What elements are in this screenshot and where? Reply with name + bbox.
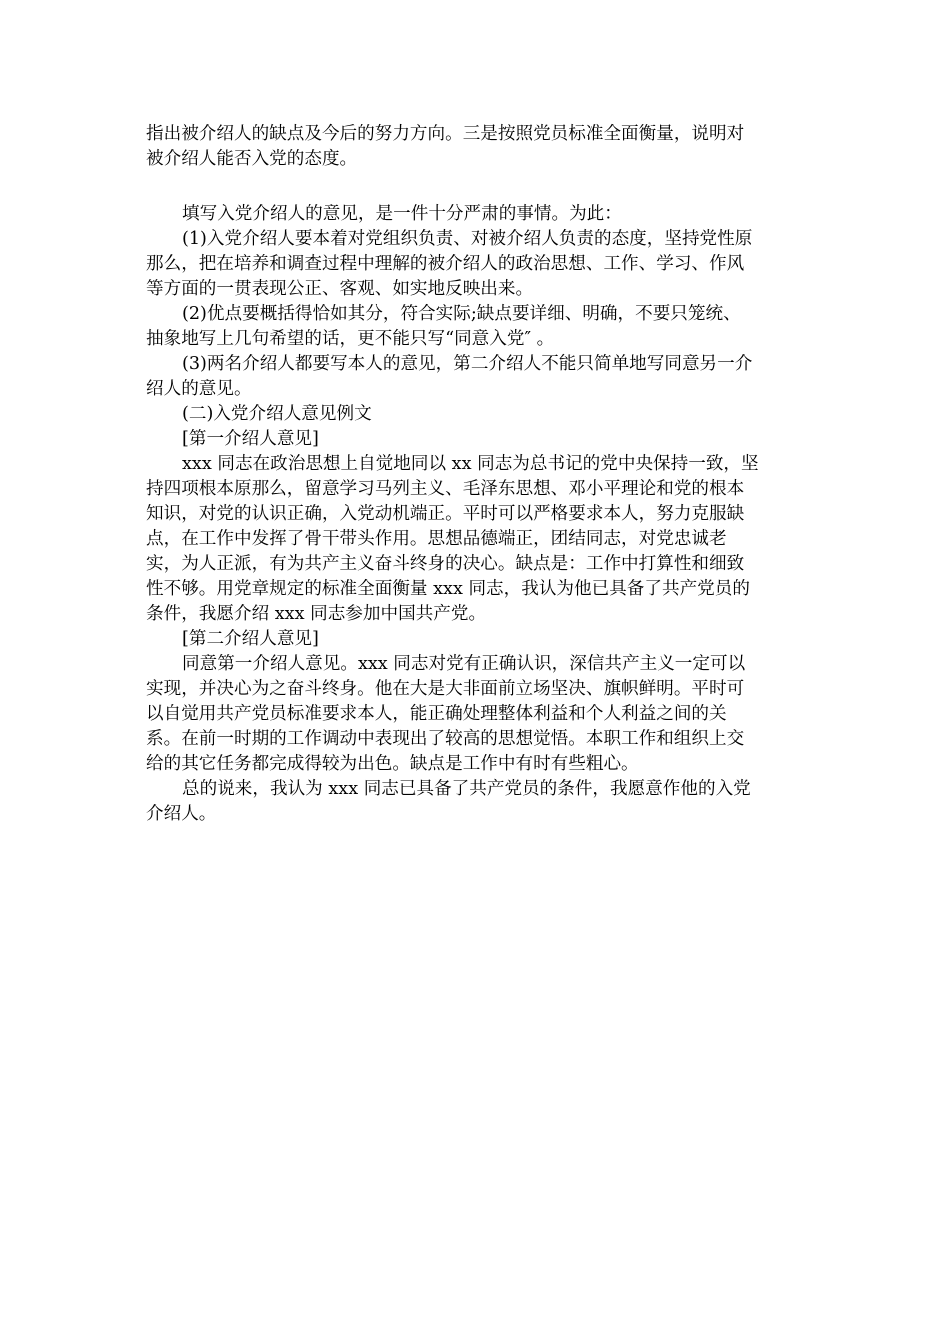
document-body <box>146 122 804 827</box>
text-line: 总的说来，我认为 xxx 同志已具备了共产党员的条件，我愿意作他的入党 <box>182 779 751 799</box>
text-line: 介绍人。 <box>146 804 217 824</box>
text-line: 被介绍人能否入党的态度。 <box>146 149 358 169</box>
text-line: 持四项根本原那么，留意学习马列主义、毛泽东思想、邓小平理论和党的根本 <box>146 479 745 499</box>
text-line: 条件，我愿介绍 xxx 同志参加中国共产党。 <box>146 604 487 624</box>
text-line: 点，在工作中发挥了骨干带头作用。思想品德端正，团结同志，对党忠诚老 <box>146 529 727 549</box>
text-line: 等方面的一贯表现公正、客观、如实地反映出来。 <box>146 279 534 299</box>
section-heading: (二)入党介绍人意见例文 <box>182 404 372 424</box>
text-line: 实，为人正派，有为共产主义奋斗终身的决心。缺点是：工作中打算性和细致 <box>146 554 745 574</box>
subsection-heading: [第二介绍人意见] <box>182 629 319 649</box>
text-line: 实现，并决心为之奋斗终身。他在大是大非面前立场坚决、旗帜鲜明。平时可 <box>146 679 745 699</box>
text-line: (3)两名介绍人都要写本人的意见，第二介绍人不能只简单地写同意另一介 <box>182 354 753 374</box>
subsection-heading: [第一介绍人意见] <box>182 429 319 449</box>
text-line: 绍人的意见。 <box>146 379 252 399</box>
text-line: 那么，把在培养和调查过程中理解的被介绍人的政治思想、工作、学习、作风 <box>146 254 745 274</box>
paragraph-gap <box>146 172 804 202</box>
text-line: 同意第一介绍人意见。xxx 同志对党有正确认识，深信共产主义一定可以 <box>182 654 746 674</box>
text-line: 系。在前一时期的工作调动中表现出了较高的思想觉悟。本职工作和组织上交 <box>146 729 745 749</box>
text-line: 填写入党介绍人的意见，是一件十分严肃的事情。为此： <box>182 204 622 224</box>
text-line: 知识，对党的认识正确，入党动机端正。平时可以严格要求本人，努力克服缺 <box>146 504 745 524</box>
text-line: 性不够。用党章规定的标准全面衡量 xxx 同志，我认为他已具备了共产党员的 <box>146 579 750 599</box>
text-line: 指出被介绍人的缺点及今后的努力方向。三是按照党员标准全面衡量，说明对 <box>146 124 745 144</box>
text-line: 抽象地写上几句希望的话，更不能只写“同意入党″ 。 <box>146 329 555 349</box>
text-line: xxx 同志在政治思想上自觉地同以 xx 同志为总书记的党中央保持一致，坚 <box>182 454 759 474</box>
text-line: 给的其它任务都完成得较为出色。缺点是工作中有时有些粗心。 <box>146 754 639 774</box>
text-line: (1)入党介绍人要本着对党组织负责、对被介绍人负责的态度，坚持党性原 <box>182 229 753 249</box>
text-line: 以自觉用共产党员标准要求本人，能正确处理整体利益和个人利益之间的关 <box>146 704 727 724</box>
text-line: (2)优点要概括得恰如其分，符合实际;缺点要详细、明确，不要只笼统、 <box>182 304 741 324</box>
